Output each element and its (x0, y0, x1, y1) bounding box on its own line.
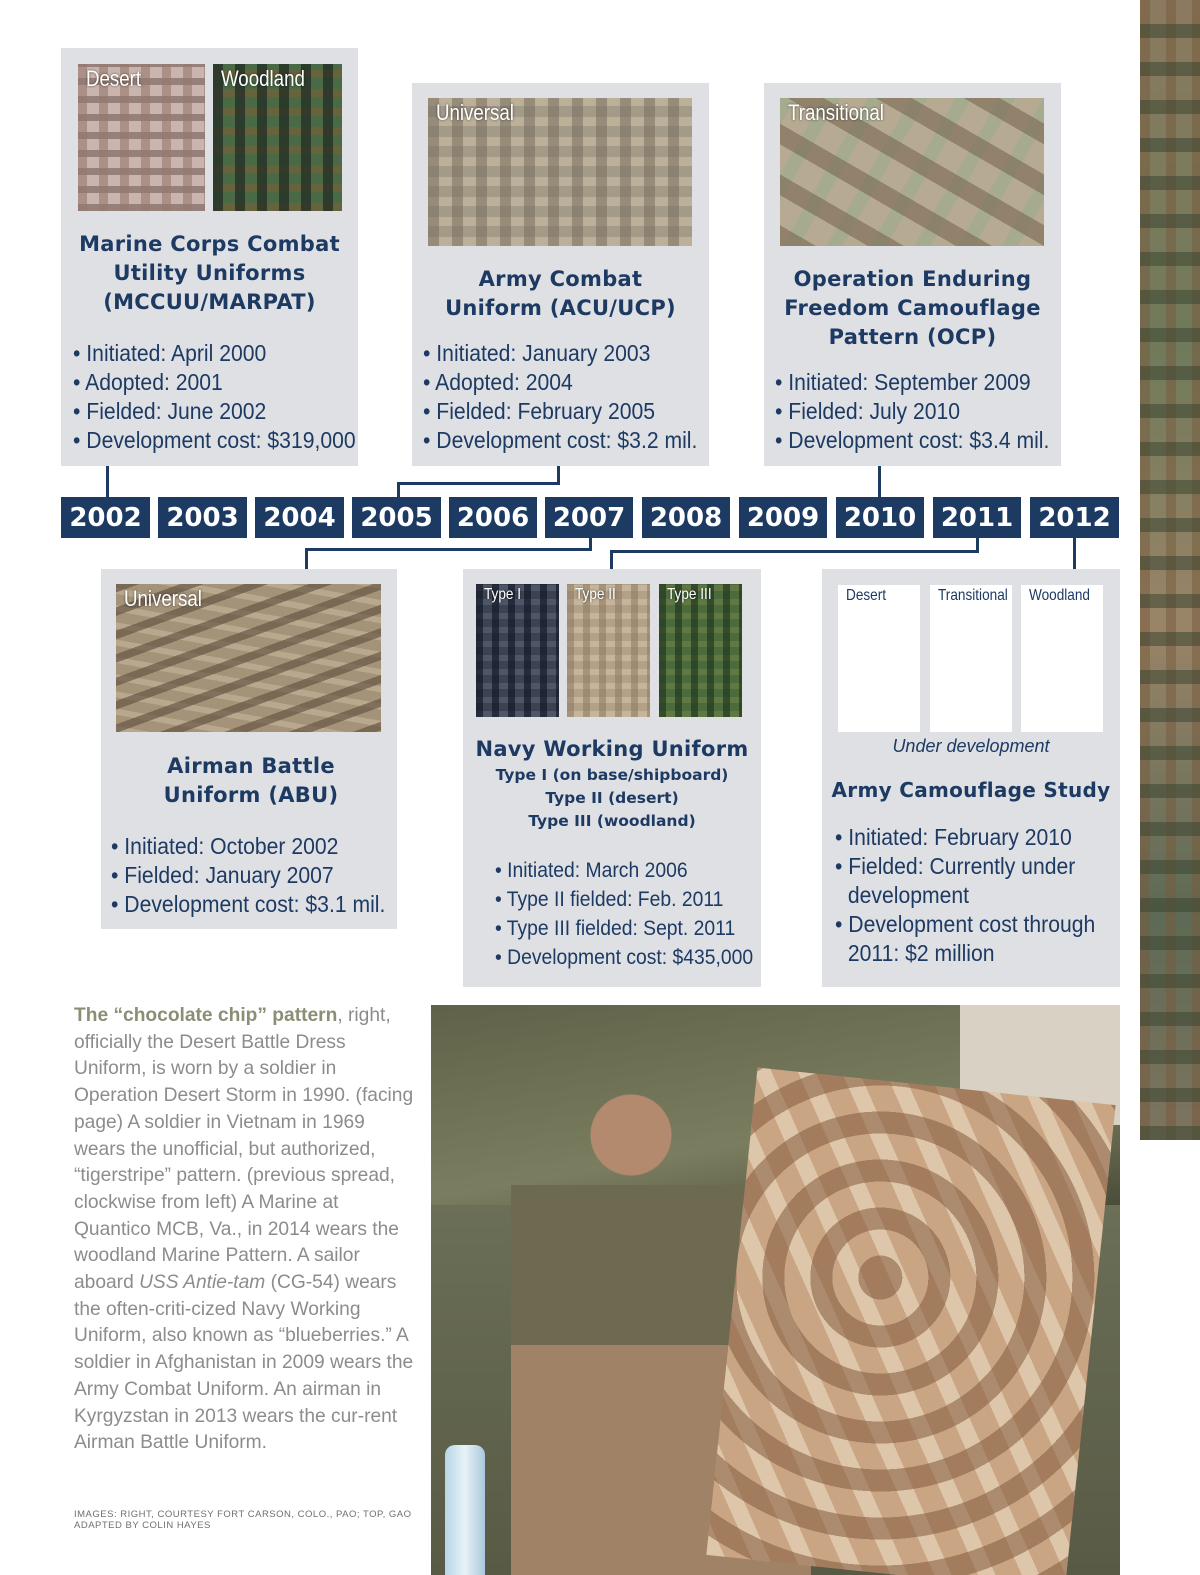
fact-item: • Development cost: $319,000 (73, 426, 356, 455)
fact-item: • Fielded: Currently under (835, 852, 1095, 881)
year-2002: 2002 (61, 497, 150, 538)
year-2010: 2010 (836, 497, 924, 538)
fact-item-continued: development (847, 882, 970, 908)
connector-abu-horizontal (305, 548, 592, 551)
card-facts (111, 832, 409, 919)
fact-item: • Adopted: 2004 (423, 368, 697, 397)
camouflage-edge-image (1140, 0, 1200, 1140)
card-army-camouflage-study (822, 569, 1120, 987)
fact-item: • Adopted: 2001 (73, 368, 356, 397)
year-2007: 2007 (545, 497, 633, 538)
card-marine-mccuu (61, 48, 358, 466)
card-title: Army Camouflage Study (831, 778, 1111, 802)
year-2011: 2011 (933, 497, 1021, 538)
swatch-woodland-marpat (213, 64, 342, 211)
fact-item: • Development cost: $435,000 (495, 943, 753, 972)
card-facts (495, 856, 776, 972)
card-airman-abu (101, 569, 397, 929)
fact-item: • Fielded: July 2010 (775, 397, 1049, 426)
photo-water-bottle (445, 1445, 485, 1575)
caption-lead: The “chocolate chip” pattern (74, 1005, 338, 1026)
swatch-label: Universal (124, 586, 202, 611)
swatch-placeholder-transitional (930, 585, 1012, 732)
card-subtitle: Type I (on base/shipboard) Type II (desert) Type III (woodland) (495, 766, 729, 830)
card-title: Airman Battle Uniform (ABU) (163, 754, 339, 807)
year-2009: 2009 (739, 497, 827, 538)
card-title: Operation Enduring Freedom Camouflage Pattern (OCP) (784, 267, 1041, 349)
swatch-nwu-type-3 (659, 584, 742, 717)
fact-item: • Type II fielded: Feb. 2011 (495, 885, 753, 914)
swatch-nwu-type-1 (476, 584, 559, 717)
swatch-label: Desert (86, 66, 142, 91)
swatch-label: Universal (436, 100, 514, 125)
swatch-desert-marpat (78, 64, 205, 211)
swatch-label: Desert (846, 587, 887, 604)
fact-item: • Fielded: February 2005 (423, 397, 697, 426)
connector-ocp-2010 (878, 466, 881, 497)
swatch-placeholder-desert (838, 585, 920, 732)
swatch-label: Transitional (938, 587, 1008, 604)
swatch-label: Type II (575, 586, 616, 603)
card-navy-nwu (463, 569, 761, 987)
swatch-placeholder-woodland (1021, 585, 1103, 732)
development-note: Under development (892, 736, 1050, 756)
card-facts (423, 339, 721, 455)
fact-item: • Initiated: February 2010 (835, 823, 1095, 852)
fact-item: • Development cost: $3.1 mil. (111, 890, 385, 919)
swatch-nwu-type-2 (567, 584, 650, 717)
fact-item: • Development cost: $3.2 mil. (423, 426, 697, 455)
year-2005: 2005 (352, 497, 441, 538)
photo-caption (74, 1003, 414, 1457)
card-facts (835, 823, 1118, 968)
caption-ship-name: USS Antie-tam (139, 1272, 266, 1294)
connector-nwu-vertical (610, 550, 613, 569)
swatch-label: Type I (484, 586, 522, 603)
fact-item: • Initiated: September 2009 (775, 368, 1049, 397)
connector-acu-2005 (397, 482, 400, 497)
swatch-label: Type III (667, 586, 712, 603)
desert-storm-photo (431, 1005, 1120, 1575)
fact-item: • Initiated: April 2000 (73, 339, 356, 368)
fact-item: • Development cost: $3.4 mil. (775, 426, 1049, 455)
card-facts (73, 339, 380, 455)
year-2008: 2008 (642, 497, 730, 538)
connector-marine-2002 (106, 466, 109, 497)
fact-item: • Fielded: June 2002 (73, 397, 356, 426)
connector-abu-vertical (305, 548, 308, 569)
fact-item: • Initiated: March 2006 (495, 856, 753, 885)
fact-item: • Type III fielded: Sept. 2011 (495, 914, 753, 943)
caption-body: , right, officially the Desert Battle Dress Uniform, is worn by a soldier in Operation Desert Storm in 1990. (facing page) A soldier in Vietnam in 1969 wears the unofficial, but authorized, “tigerstripe” pattern. (previous spread, clockwise from left) A Marine at Quantico MCB, Va., in 2014 wears the woodland Marine Pattern. A sailor aboard (74, 1005, 414, 1294)
connector-nwu-horizontal (610, 550, 979, 553)
fact-item-continued: 2011: $2 million (847, 940, 995, 966)
caption-body-continued: (CG-54) wears the often-criti-cized Navy Working Uniform, also known as “blueberries.” A soldier in Afghanistan in 2009 wears the Army Combat Uniform. An airman in Kyrgyzstan in 2013 wears the cur-rent Airman Battle Uniform. (74, 1272, 414, 1454)
swatch-label: Woodland (221, 66, 305, 91)
fact-item: • Initiated: January 2003 (423, 339, 697, 368)
year-2012: 2012 (1030, 497, 1119, 538)
fact-item: • Fielded: January 2007 (111, 861, 385, 890)
card-title: Marine Corps Combat Utility Uniforms (MCCUU/MARPAT) (79, 232, 340, 314)
card-facts (775, 368, 1073, 455)
swatch-universal-ucp (428, 98, 692, 246)
fact-item: • Development cost through (835, 910, 1095, 939)
swatch-label: Transitional (788, 100, 884, 125)
swatch-universal-abu (116, 584, 381, 732)
fact-item: • Initiated: October 2002 (111, 832, 385, 861)
card-title: Army Combat Uniform (ACU/UCP) (445, 267, 676, 320)
card-ocp (764, 83, 1061, 466)
year-2004: 2004 (255, 497, 344, 538)
photo-chocolate-chip-jacket (706, 1068, 1115, 1575)
year-2003: 2003 (158, 497, 247, 538)
card-army-acu (412, 83, 709, 466)
connector-acu-horizontal (397, 482, 560, 485)
card-title: Navy Working Uniform (475, 737, 749, 761)
swatch-label: Woodland (1029, 587, 1091, 604)
swatch-transitional-ocp (780, 98, 1044, 246)
connector-study-2012 (1073, 538, 1076, 569)
image-credit: IMAGES: RIGHT, COURTESY FORT CARSON, COLO., PAO; TOP, GAO ADAPTED BY COLIN HAYES (74, 1509, 412, 1531)
year-2006: 2006 (449, 497, 537, 538)
